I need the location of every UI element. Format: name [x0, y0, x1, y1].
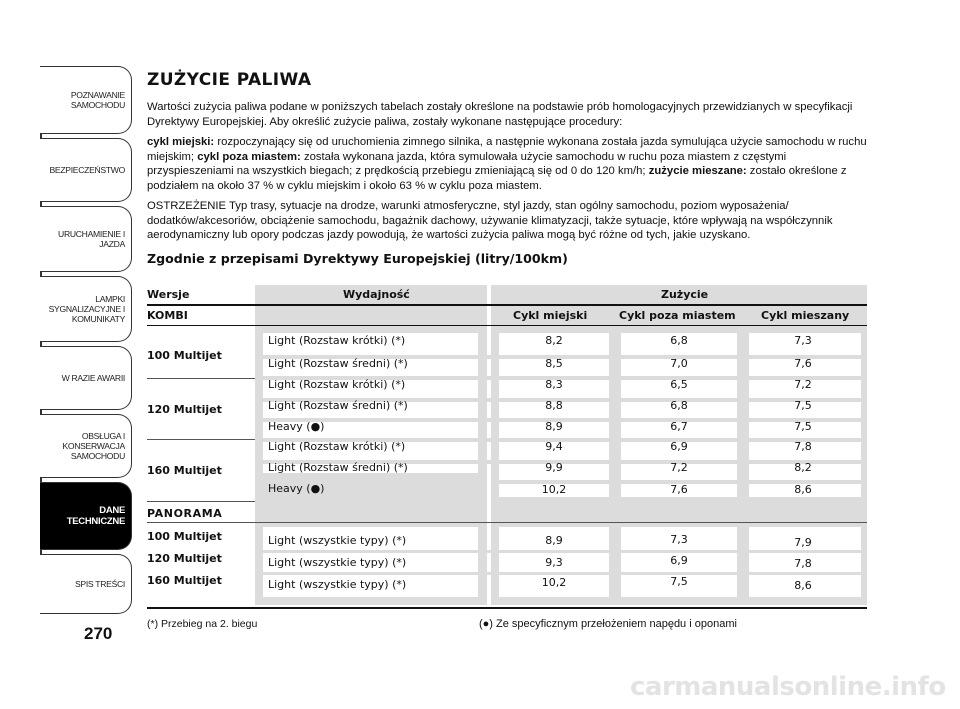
- tab-label: BEZPIECZEŃSTWO: [49, 165, 125, 175]
- consumption-table: [147, 285, 867, 610]
- header-rule: [147, 304, 867, 306]
- urban-value: 8,5: [545, 357, 563, 370]
- urban-value: 8,9: [545, 534, 563, 547]
- extra-value: 6,8: [670, 399, 688, 412]
- extra-text: została wykonana jazda, która symulowała użycie samochodu w ruchu poza miastem z częstymi przyspieszeniami na wszystkich biegach; z prędkością przebiegu zmieniającą się od 0 do 120 km/h;: [147, 150, 787, 177]
- footnote-dot: (●) Ze specyficznym przełożeniem napędu i oponami: [479, 618, 737, 630]
- engine-label: 100 Multijet: [147, 349, 222, 362]
- header-combined: Cykl mieszany: [761, 309, 850, 322]
- tab-label: POZNAWANIE SAMOCHODU: [70, 90, 125, 110]
- combined-value: 7,2: [794, 378, 812, 391]
- urban-value: 8,9: [545, 420, 563, 433]
- efficiency-cell: Heavy (●): [268, 482, 325, 495]
- extra-value: 6,7: [670, 420, 688, 433]
- page-number: 270: [84, 624, 113, 643]
- urban-value: 9,3: [545, 556, 563, 569]
- efficiency-cell: Light (wszystkie typy) (*): [268, 556, 407, 569]
- extra-value: 6,9: [670, 554, 688, 567]
- combined-value: 8,6: [794, 579, 812, 592]
- tab-label: OBSŁUGA I KONSERWACJA SAMOCHODU: [62, 431, 125, 461]
- engine-label: 160 Multijet: [147, 464, 222, 477]
- tab-w-razie-awarii[interactable]: [40, 346, 132, 410]
- efficiency-cell: Light (Rozstaw krótki) (*): [268, 334, 406, 347]
- combined-value: 7,8: [794, 440, 812, 453]
- efficiency-cell: Heavy (●): [268, 420, 325, 433]
- engine-divider: [147, 439, 255, 440]
- tab-bezpieczenstwo[interactable]: [40, 138, 132, 202]
- urban-value: 10,2: [541, 576, 567, 589]
- urban-value: 8,3: [545, 378, 563, 391]
- group-panorama: PANORAMA: [147, 507, 223, 520]
- extra-value: 7,6: [670, 483, 688, 496]
- header-versions: Wersje: [147, 288, 190, 301]
- urban-term: cykl miejski:: [147, 136, 215, 148]
- extra-value: 7,0: [670, 357, 688, 370]
- combined-text: zostało określone z podziałem na około 37 % w cyklu miejskim i około 63 % w cyklu poza miastem.: [147, 165, 847, 192]
- urban-value: 8,8: [545, 399, 563, 412]
- efficiency-cell: Light (wszystkie typy) (*): [268, 578, 407, 591]
- tab-label: LAMPKI SYGNALIZACYJNE I KOMUNIKATY: [48, 294, 125, 324]
- extra-value: 7,5: [670, 575, 688, 588]
- tab-lampki-sygnalizacyjne[interactable]: [40, 276, 132, 342]
- tab-label: SPIS TREŚCI: [74, 579, 125, 589]
- extra-term: cykl poza miastem:: [197, 150, 301, 163]
- extra-value: 7,2: [670, 461, 688, 474]
- combined-value: 8,2: [794, 461, 812, 474]
- engine-label: 120 Multijet: [147, 403, 222, 416]
- engine-label: 120 Multijet: [147, 552, 222, 565]
- tab-dane-techniczne[interactable]: [40, 482, 132, 550]
- urban-value: 9,4: [545, 440, 563, 453]
- table-bottom-rule: [147, 607, 867, 609]
- extra-value: 7,3: [670, 533, 688, 546]
- engine-label: 100 Multijet: [147, 530, 222, 543]
- combined-value: 7,5: [794, 420, 812, 433]
- urban-value: 9,9: [545, 461, 563, 474]
- panorama-rule: [147, 522, 867, 523]
- engine-label: 160 Multijet: [147, 574, 222, 587]
- warning-paragraph: OSTRZEŻENIE Typ trasy, sytuacje na drodze, warunki atmosferyczne, styl jazdy, stan ogólny samochodu, poziom wyposażenia/ dodatków/akcesoriów, obciążenie samochodu, bagażnik dachowy, używanie klimatyzacji, także sytuacje, które wpływają na współczynnik aerodynamiczny lub opory podczas jazdy powodują, że wartości zużycia paliwa mogą być różne od tych, jakie uzyskano.: [147, 200, 833, 241]
- combined-value: 7,6: [794, 357, 812, 370]
- combined-value: 7,8: [794, 557, 812, 570]
- header-extra: Cykl poza miastem: [619, 309, 736, 322]
- urban-value: 10,2: [541, 483, 567, 496]
- footnote-star: (*) Przebieg na 2. biegu: [147, 618, 258, 630]
- group-kombi: KOMBI: [147, 309, 188, 322]
- content: [147, 70, 867, 266]
- efficiency-cell: Light (Rozstaw średni) (*): [268, 461, 408, 474]
- efficiency-cell: Light (wszystkie typy) (*): [268, 534, 407, 547]
- header-urban: Cykl miejski: [513, 309, 588, 322]
- header-efficiency: Wydajność: [343, 288, 410, 301]
- efficiency-cell: Light (Rozstaw średni) (*): [268, 399, 408, 412]
- engine-divider: [147, 501, 255, 502]
- combined-term: zużycie mieszane:: [648, 165, 747, 177]
- watermark: carmanualsonline.info: [630, 672, 946, 702]
- tab-poznawanie-samochodu[interactable]: [40, 66, 132, 134]
- engine-divider: [147, 378, 255, 379]
- combined-value: 8,6: [794, 483, 812, 496]
- row-sep: [255, 550, 867, 553]
- urban-value: 8,2: [545, 334, 563, 347]
- header-consumption: Zużycie: [661, 288, 709, 301]
- subheader-rule: [147, 325, 867, 326]
- row-sep: [255, 572, 867, 575]
- table-title: Zgodnie z przepisami Dyrektywy Europejskiej (litry/100km): [147, 250, 568, 266]
- intro-paragraph: Wartości zużycia paliwa podane w poniższych tabelach zostały określone na podstawie prób homologacyjnych przewidzianych w specyfikacji Dyrektywy Europejskiej. Aby określić zużycie paliwa, zostały wykonane następujące procedury:: [147, 101, 853, 128]
- efficiency-cell: Light (Rozstaw krótki) (*): [268, 378, 406, 391]
- tab-label: URUCHAMIENIE I JAZDA: [58, 229, 125, 249]
- page-title: ZUŻYCIE PALIWA: [147, 70, 312, 90]
- definitions-paragraph: [147, 135, 867, 193]
- tab-label: DANE TECHNICZNE: [66, 505, 125, 527]
- combined-value: 7,9: [794, 536, 812, 549]
- extra-value: 6,9: [670, 440, 688, 453]
- urban-text: rozpoczynający się od uruchomienia zimnego silnika, a następnie wykonana została jazda symulująca użycie samochodu w ruchu miejskim;: [147, 136, 867, 163]
- extra-value: 6,8: [670, 334, 688, 347]
- combined-value: 7,3: [794, 334, 812, 347]
- tab-uruchamianie-i-jazda[interactable]: [40, 206, 132, 272]
- efficiency-cell: Light (Rozstaw średni) (*): [268, 357, 408, 370]
- extra-value: 6,5: [670, 378, 688, 391]
- tab-spis-tresci[interactable]: [40, 554, 132, 614]
- tab-label: W RAZIE AWARII: [61, 373, 125, 383]
- tab-obsluga-i-konserwacja[interactable]: [40, 414, 132, 478]
- efficiency-cell: Light (Rozstaw krótki) (*): [268, 440, 406, 453]
- combined-value: 7,5: [794, 399, 812, 412]
